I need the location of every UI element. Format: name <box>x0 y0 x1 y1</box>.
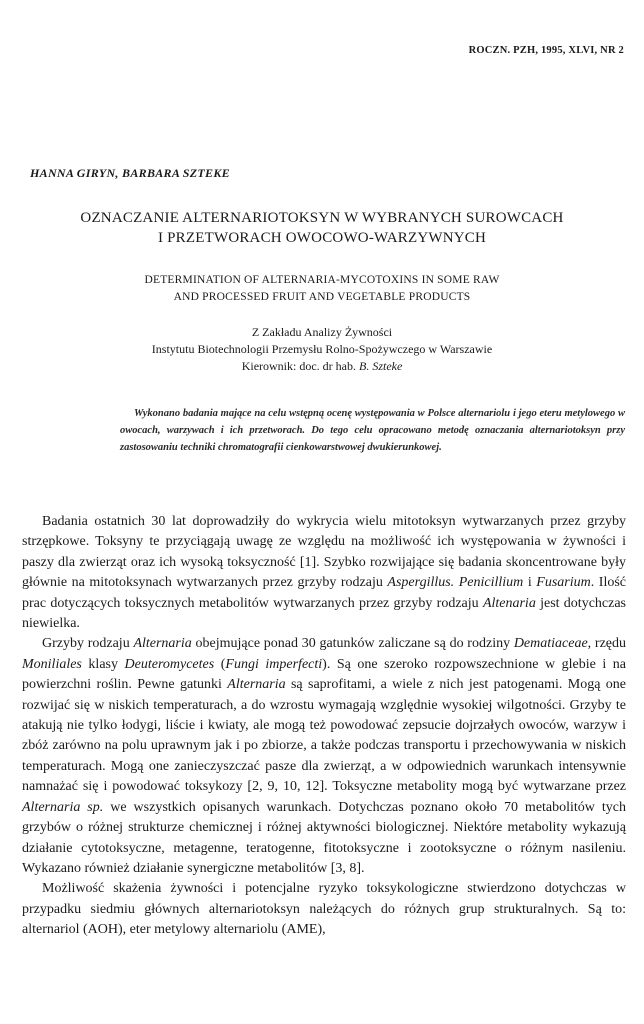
affiliation-head <box>0 358 644 375</box>
text-run: obejmujące ponad 30 gatunków zaliczane są do rodziny <box>191 636 514 652</box>
genus-name: Altenaria <box>482 595 536 611</box>
text-run: Możliwość skażenia żywności i potencjalne ryzyko toksykologiczne stwierdzono dotychczas w przypadku siedmiu głównych alternariotoksyn należących do różnych grup strukturalnych. Są to: alternariol (AOH), eter metylowy alternariolu (AME), <box>22 881 626 938</box>
class-synonym: Fungi imperfecti <box>225 656 323 672</box>
affiliation-head-label: Kierownik: doc. dr hab. <box>241 359 359 373</box>
affiliation-institute: Instytutu Biotechnologii Przemysłu Rolno-Spożywczego w Warszawie <box>151 342 493 356</box>
text-run: i <box>523 575 537 591</box>
text-run: we wszystkich opisanych warunkach. Dotychczas poznano około 70 metabolitów tych grzybów o różnej strukturze chemicznej i różnej aktywności biologicznej. Niektóre metabolity wykazują działanie cytotoksyczne, metagenne, teratogenne, fitotoksyczne i zootoksyczne o różnym nasileniu. Wykazano również działanie synergiczne metabolitów [3, 8]. <box>22 799 626 876</box>
paragraph-3 <box>22 879 626 940</box>
text-run: . Ilość prac dotyczących toksycznych metabolitów wytwarzanych przez grzyby rodzaju <box>22 575 627 611</box>
text-run: jest dotychczas niewielka. <box>22 595 626 632</box>
class-name: Deuteromycetes <box>124 656 215 672</box>
paragraph-2 <box>22 634 626 879</box>
species-name: Alternaria sp. <box>22 799 104 815</box>
text-run: klasy <box>81 656 125 672</box>
body-text <box>22 512 626 941</box>
text-run: ). Są one szeroko rozpowszechnione w glebie i na powierzchni roślin. Pewne gatunki <box>22 656 626 693</box>
text-run: , rzędu <box>587 636 626 652</box>
paragraph-1 <box>22 512 626 634</box>
affiliation-head-name: B. Szteke <box>359 359 403 373</box>
order-name: Moniliales <box>22 656 82 672</box>
title-polish <box>0 208 644 248</box>
title-polish-line: I PRZETWORACH OWOCOWO-WARZYWNYCH <box>157 230 487 246</box>
title-english <box>0 272 644 306</box>
genus-name: Alternaria <box>133 636 192 652</box>
genus-name: Aspergillus. Penicillium <box>387 575 524 591</box>
journal-reference: ROCZN. PZH, 1995, XLVI, NR 2 <box>468 45 624 56</box>
text-run: Grzyby rodzaju <box>42 636 134 652</box>
genus-name: Alternaria <box>227 677 286 693</box>
family-name: Dematiaceae <box>513 636 588 652</box>
genus-name: Fusarium <box>536 575 591 591</box>
affiliation-department: Z Zakładu Analizy Żywności <box>251 325 393 339</box>
affiliation <box>0 324 644 375</box>
title-polish-line: OZNACZANIE ALTERNARIOTOKSYN W WYBRANYCH SUROWCACH <box>80 210 564 226</box>
text-run: są saprofitami, a wiele z nich jest patogenami. Mogą one rozwijać się w niskich temperaturach, a do wzrostu wymagają względnie wysokiej wilgotności. Grzyby te atakują nie tylko łodygi, liście i kwiaty, ale mogą też powodować zepsucie dojrzałych owoców, warzyw i zbóż zarówno na polu uprawnym jak i po zbiorze, a także podczas transportu i przechowywania w niskich temperaturach. Mogą one zanieczyszczać pasze dla zwierząt, a w odpowiednich warunkach intensywnie namnażać się i powodować toksykozy [2, 9, 10, 12]. Toksyczne metabolity mogą być wytwarzane przez <box>22 677 626 795</box>
text-run: Badania ostatnich 30 lat doprowadziły do wykrycia wielu mitotoksyn wytwarzanych przez grzyby strzępkowe. Toksyny te przyciągają uwagę ze względu na możliwość ich występowania w żywności i paszy dla zwierząt oraz ich wysoką toksyczność [1]. Szybko rozwijające się badania skoncentrowane były głównie na mitotoksynach wytwarzanych przez grzyby rodzaju <box>22 514 626 591</box>
abstract: Wykonano badania mające na celu wstępną ocenę występowania w Polsce alternariolu i jego eteru metylowego w owocach, warzywach i ich przetworach. Do tego celu opracowano metodę oznaczania alternariotoksyn przy zastosowaniu techniki chromatografii cienkowarstwowej dwukierunkowej. <box>120 408 625 453</box>
title-english-line: DETERMINATION OF ALTERNARIA-MYCOTOXINS IN SOME RAW <box>144 274 500 286</box>
title-english-line: AND PROCESSED FRUIT AND VEGETABLE PRODUCTS <box>173 291 471 303</box>
authors: HANNA GIRYN, BARBARA SZTEKE <box>30 166 230 180</box>
text-run: ( <box>214 656 226 672</box>
